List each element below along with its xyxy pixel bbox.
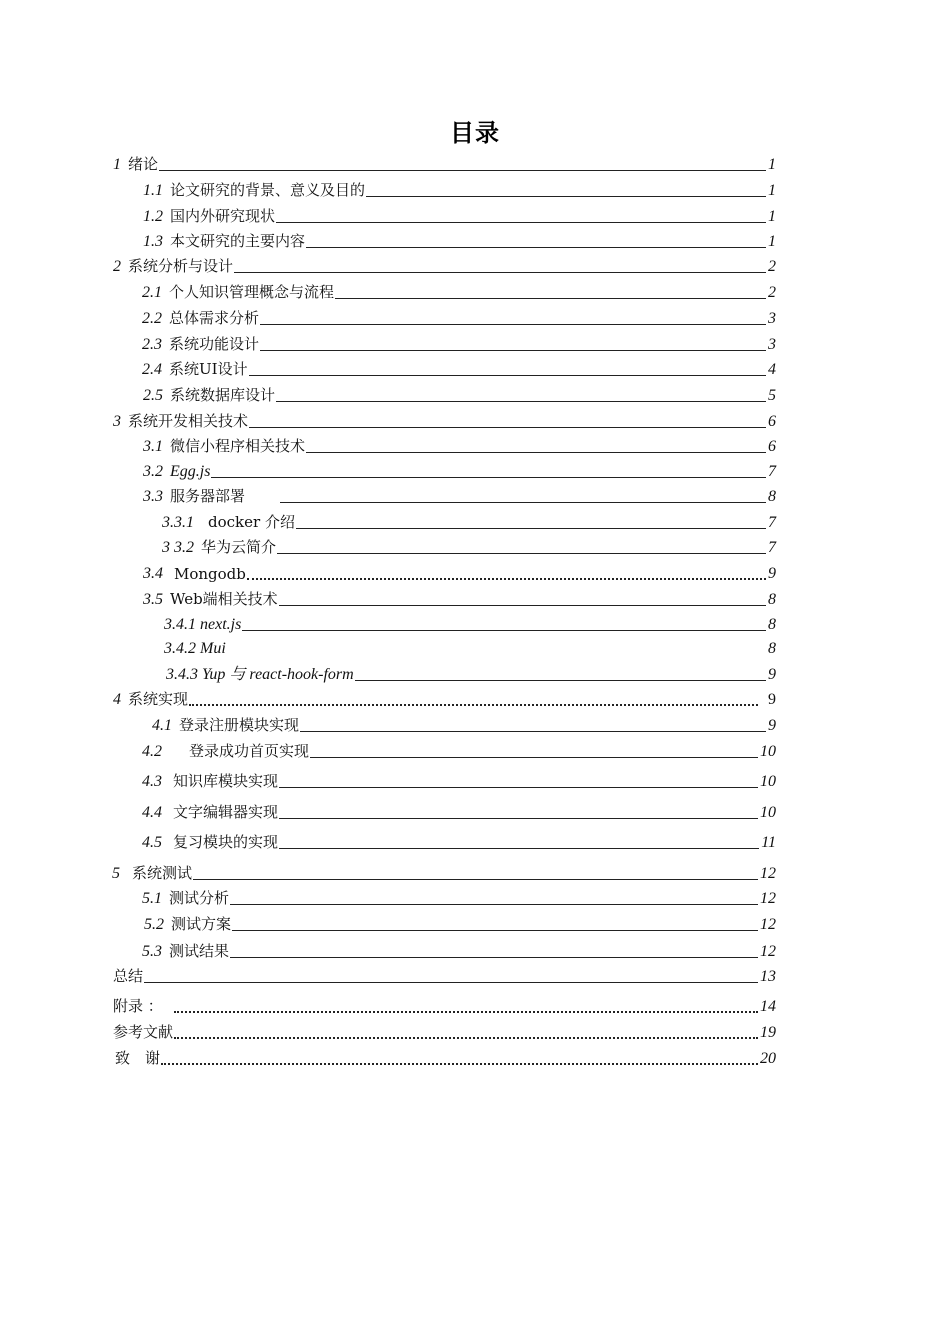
- toc-page-number: 7: [768, 539, 776, 556]
- toc-number: 4.5: [142, 834, 162, 851]
- toc-entry-1: [113, 154, 776, 174]
- toc-number: 3: [113, 413, 121, 430]
- toc-number: 5.2: [144, 916, 164, 933]
- toc-number: 4.1: [152, 717, 172, 734]
- toc-label: 系统分析与设计: [128, 257, 234, 275]
- toc-page-number: 7: [768, 463, 776, 480]
- toc-number: 3 3.2: [162, 539, 194, 556]
- toc-leader: [193, 879, 758, 880]
- toc-page-number: 9: [768, 565, 776, 582]
- toc-label: 总体需求分析: [169, 309, 260, 327]
- toc-number: 4: [113, 691, 121, 708]
- toc-entry-3-3: [143, 486, 776, 506]
- toc-page-number: 3: [768, 336, 776, 353]
- toc-page-number: 11: [761, 834, 776, 851]
- toc-label: 知识库模块实现: [173, 772, 279, 790]
- toc-leader: [247, 578, 766, 580]
- toc-page-number: 14: [760, 998, 776, 1015]
- toc-label: Egg.js: [170, 463, 211, 480]
- toc-page-number: 2: [768, 284, 776, 301]
- toc-label: Mongodb: [174, 565, 246, 583]
- toc-title: 目录: [450, 119, 500, 147]
- toc-leader: [277, 553, 766, 554]
- toc-page-number: 12: [760, 916, 776, 933]
- toc-entry-4: [113, 689, 776, 709]
- toc-label: Yup 与 react-hook-form: [202, 666, 354, 683]
- toc-page-number: 12: [760, 865, 776, 882]
- toc-page-number: 8: [768, 640, 776, 657]
- toc-leader: [232, 930, 758, 931]
- toc-entry-appendix: [113, 996, 776, 1016]
- toc-label: 测试分析: [169, 889, 230, 907]
- toc-number: 2.4: [142, 361, 162, 378]
- toc-leader: [279, 848, 759, 849]
- toc-label: docker 介绍: [208, 513, 295, 531]
- toc-label: 系统开发相关技术: [128, 412, 249, 430]
- toc-entry-3-4: [143, 563, 776, 583]
- toc-number: 5: [112, 865, 120, 882]
- toc-leader: [306, 247, 766, 248]
- toc-entry-4-5: [142, 832, 776, 852]
- toc-page-number: 6: [768, 413, 776, 430]
- toc-page-number: 1: [768, 233, 776, 250]
- toc-label: 总结: [113, 967, 144, 985]
- toc-label: next.js: [200, 616, 242, 633]
- toc-leader: [279, 818, 758, 819]
- toc-leader: [242, 630, 766, 631]
- toc-page-number: 4: [768, 361, 776, 378]
- toc-number: 1.2: [143, 208, 163, 225]
- toc-entry-3-3-1: [162, 512, 776, 532]
- toc-page-number: 8: [768, 591, 776, 608]
- toc-leader: [355, 680, 766, 681]
- toc-label: 致 谢: [115, 1049, 161, 1067]
- toc-entry-3-2: [143, 461, 776, 481]
- toc-label: Mui: [200, 640, 226, 657]
- toc-entry-3-5: [143, 589, 776, 609]
- toc-label: 华为云简介: [201, 538, 277, 556]
- toc-number: 1.1: [143, 182, 163, 199]
- toc-number: 4.2: [142, 743, 162, 760]
- toc-page-number: 13: [760, 968, 776, 985]
- toc-page-number: 1: [768, 182, 776, 199]
- toc-page-number: 9: [768, 717, 776, 734]
- toc-label: 国内外研究现状: [170, 207, 276, 225]
- toc-number: 3.5: [143, 591, 163, 608]
- toc-entry-2-3: [142, 334, 776, 354]
- toc-entry-4-1: [152, 715, 776, 735]
- toc-entry-2-4: [142, 359, 776, 379]
- toc-entry-1-2: [143, 206, 776, 226]
- toc-leader: [300, 731, 766, 732]
- toc-entry-3-4-1: [164, 614, 776, 634]
- toc-entry-acknowledgements: [115, 1048, 776, 1068]
- toc-label: 系统数据库设计: [170, 386, 276, 404]
- toc-page-number: 3: [768, 310, 776, 327]
- toc-number: 2.5: [143, 387, 163, 404]
- toc-leader: [230, 957, 758, 958]
- toc-entry-3: [113, 411, 776, 431]
- toc-leader: [211, 477, 766, 478]
- toc-leader: [234, 272, 766, 273]
- toc-page-number: 1: [768, 208, 776, 225]
- toc-label: 系统功能设计: [169, 335, 260, 353]
- toc-leader: [335, 298, 766, 299]
- toc-leader: [260, 350, 766, 351]
- toc-leader: [279, 605, 766, 606]
- toc-entry-4-2: [142, 741, 776, 761]
- toc-number: 2.1: [142, 284, 162, 301]
- toc-label: 测试结果: [169, 942, 230, 960]
- toc-entry-3-4-2: [164, 638, 776, 658]
- toc-page-number: 19: [760, 1024, 776, 1041]
- toc-leader: [260, 324, 766, 325]
- toc-label: 本文研究的主要内容: [170, 232, 306, 250]
- toc-number: 3.4.3: [166, 666, 198, 683]
- toc-leader: [230, 904, 758, 905]
- toc-leader: [276, 401, 766, 402]
- toc-label: 服务器部署: [170, 487, 246, 505]
- toc-page-number: 20: [760, 1050, 776, 1067]
- toc-leader: [366, 196, 766, 197]
- toc-leader: [174, 1011, 758, 1013]
- toc-page-number: 9: [768, 691, 776, 708]
- toc-label: 系统实现: [128, 690, 189, 708]
- toc-page-number: 12: [760, 890, 776, 907]
- toc-entry-4-4: [142, 802, 776, 822]
- toc-leader: [144, 982, 758, 983]
- toc-number: 4.3: [142, 773, 162, 790]
- toc-page-number: 1: [768, 156, 776, 173]
- toc-label: 附录 ：: [113, 997, 163, 1015]
- toc-entry-5-1: [142, 888, 776, 908]
- toc-entry-3-3-2: [162, 537, 776, 557]
- toc-label: 绪论: [128, 155, 159, 173]
- toc-number: 2.2: [142, 310, 162, 327]
- toc-label: 文字编辑器实现: [173, 803, 279, 821]
- toc-entry-2: [113, 256, 776, 276]
- toc-label: Web端相关技术: [170, 590, 278, 608]
- toc-label: 参考文献: [113, 1023, 174, 1041]
- toc-number: 3.4.2: [164, 640, 196, 657]
- toc-entry-5: [112, 863, 776, 883]
- toc-number: 3.3: [143, 488, 163, 505]
- toc-label: 复习模块的实现: [173, 833, 279, 851]
- toc-label: 个人知识管理概念与流程: [169, 283, 335, 301]
- toc-entry-1-3: [143, 231, 776, 251]
- toc-page-number: 6: [768, 438, 776, 455]
- toc-entry-2-2: [142, 308, 776, 328]
- toc-number: 1.3: [143, 233, 163, 250]
- toc-leader: [296, 528, 766, 529]
- toc-number: 3.2: [143, 463, 163, 480]
- toc-number: 5.1: [142, 890, 162, 907]
- toc-leader: [306, 452, 766, 453]
- toc-number: 3.4.1: [164, 616, 196, 633]
- toc-leader: [174, 1037, 758, 1039]
- toc-leader: [249, 427, 766, 428]
- toc-entry-2-1: [142, 282, 776, 302]
- toc-number: 2.3: [142, 336, 162, 353]
- toc-entry-5-3: [142, 941, 776, 961]
- toc-number: 3.3.1: [162, 514, 194, 531]
- toc-page-number: 9: [768, 666, 776, 683]
- toc-entry-2-5: [143, 385, 776, 405]
- toc-number: 2: [113, 258, 121, 275]
- toc-leader: [189, 704, 758, 706]
- toc-page-number: 10: [760, 773, 776, 790]
- toc-entry-1-1: [143, 180, 776, 200]
- toc-label: 论文研究的背景、意义及目的: [170, 181, 366, 199]
- toc-number: 5.3: [142, 943, 162, 960]
- toc-entry-3-1: [143, 436, 776, 456]
- toc-entry-5-2: [144, 914, 776, 934]
- toc-number: 3.1: [143, 438, 163, 455]
- toc-entry-3-4-3: [166, 664, 776, 684]
- toc-label: 微信小程序相关技术: [170, 437, 306, 455]
- toc-number: 1: [113, 156, 121, 173]
- toc-leader: [159, 170, 766, 171]
- toc-number: 4.4: [142, 804, 162, 821]
- toc-page-number: 10: [760, 804, 776, 821]
- toc-page-number: 2: [768, 258, 776, 275]
- toc-entry-summary: [113, 966, 776, 986]
- toc-page-number: 10: [760, 743, 776, 760]
- toc-page-number: 12: [760, 943, 776, 960]
- toc-leader: [276, 222, 766, 223]
- toc-page-number: 7: [768, 514, 776, 531]
- toc-leader: [161, 1063, 758, 1065]
- toc-leader: [279, 787, 758, 788]
- toc-entry-references: [113, 1022, 776, 1042]
- toc-page-number: 8: [768, 488, 776, 505]
- toc-entry-4-3: [142, 771, 776, 791]
- toc-label: 登录注册模块实现: [179, 716, 300, 734]
- toc-label: 测试方案: [171, 915, 232, 933]
- toc-label: 系统测试: [132, 864, 193, 882]
- toc-label: 系统UI设计: [169, 360, 248, 378]
- toc-label: 登录成功首页实现: [189, 742, 310, 760]
- toc-leader: [249, 375, 766, 376]
- toc-page-number: 8: [768, 616, 776, 633]
- toc-page-number: 5: [768, 387, 776, 404]
- toc-leader: [280, 502, 766, 503]
- toc-leader: [310, 757, 758, 758]
- toc-number: 3.4: [143, 565, 163, 582]
